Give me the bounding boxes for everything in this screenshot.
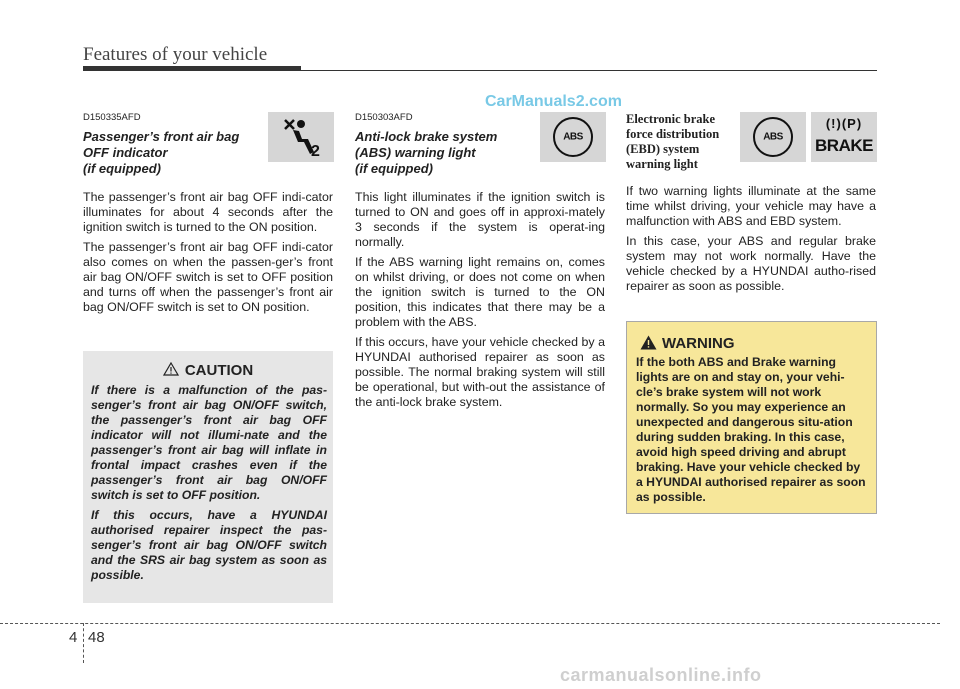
paragraph: If the ABS warning light remains on, comes on whilst driving, or does not come on when the ignition switch is turned to the ON position, this indicates that there may be a problem with the ABS. [355, 255, 605, 329]
watermark-bottom: carmanualsonline.info [560, 665, 762, 685]
abs-circle [753, 117, 793, 157]
abs-circle [553, 117, 593, 157]
subtitle-line: Anti-lock brake system [355, 129, 498, 144]
subtitle-line: OFF indicator [83, 145, 168, 160]
page-number: 48 [88, 629, 105, 646]
subtitle-line: warning light [626, 157, 698, 171]
brake-warning-icon [811, 112, 877, 162]
header-bar [83, 66, 301, 71]
caution-paragraph: If this occurs, have a HYUNDAI authorised repairer inspect the pas-senger’s front air bag ON/OFF switch and the SRS air bag system as soon as possible. [91, 508, 327, 582]
brake-label: BRAKE [815, 136, 873, 155]
header-rule [301, 70, 877, 71]
caution-heading [83, 362, 333, 380]
warning-body: If the both ABS and Brake warning lights are on and stay on, your vehi-cle’s brake system will not work normally. So you may experience an unexpected and dangerous situ-ation during sudden braking. In this case, avoid high speed driving and abrupt braking. Have your vehicle checked by a HYUNDAI authorised repairer as soon as possible. [636, 355, 866, 504]
airbag-off-icon [268, 112, 334, 162]
paragraph: If this occurs, have your vehicle checked by a HYUNDAI authorised repairer as soon as possible. The normal braking system will still be operational, but with-out the assistance of the anti-lock brake system. [355, 335, 605, 409]
abs-warning-icon [540, 112, 606, 162]
caution-box [83, 351, 333, 603]
section-number: 4 [69, 629, 78, 646]
subtitle-line: (if equipped) [355, 161, 433, 176]
subtitle-line: Electronic brake [626, 112, 715, 126]
brake-symbols: (!)(P) [825, 116, 863, 131]
watermark-top: CarManuals2.com [485, 93, 622, 110]
footer-rule [0, 623, 940, 624]
caution-body [91, 383, 327, 588]
page-header-title: Features of your vehicle [83, 44, 268, 65]
abs-icon-label: ABS [563, 131, 583, 143]
svg-text:2: 2 [311, 143, 320, 160]
subtitle-line: (if equipped) [83, 161, 161, 176]
caution-title: CAUTION [184, 362, 254, 379]
paragraph: The passenger’s front air bag OFF indi-cator also comes on when the passen-ger’s front air bag ON/OFF switch is set to OFF position and turns off when the passenger’s front air bag ON/OFF switch is set to ON position. [83, 240, 333, 314]
warning-box [626, 321, 877, 514]
paragraph: If two warning lights illuminate at the same time whilst driving, your vehicle may have a malfunction with ABS and EBD system. [626, 184, 876, 228]
warning-triangle-icon [163, 362, 179, 380]
footer-divider [83, 623, 84, 663]
section-code: D150303AFD [355, 112, 413, 123]
caution-paragraph: If there is a malfunction of the pas-senger’s front air bag ON/OFF switch, the passenger’s front air bag OFF indicator will not illumi-nate and the passenger’s front air bag will inflate in frontal impact crashes even if the passenger’s front air bag ON/OFF switch is set to OFF position. [91, 383, 327, 502]
subtitle-line: Passenger’s front air bag [83, 129, 240, 144]
paragraph: In this case, your ABS and regular brake system may not work normally. Have the vehicle checked by a HYUNDAI autho-rised repairer as soon as possible. [626, 234, 876, 293]
subtitle-line: force distribution [626, 127, 720, 141]
paragraph: The passenger’s front air bag OFF indi-cator illuminates for about 4 seconds after the ignition switch is turned to the ON position. [83, 190, 333, 234]
subtitle-line: (EBD) system [626, 142, 700, 156]
abs-warning-icon [740, 112, 806, 162]
section-code: D150335AFD [83, 112, 141, 123]
warning-triangle-icon [640, 335, 657, 355]
subtitle-line: (ABS) warning light [355, 145, 476, 160]
warning-title: WARNING [662, 335, 735, 352]
paragraph: This light illuminates if the ignition switch is turned to ON and goes off in approxi-mately 3 seconds if the system is operat-ing normally. [355, 190, 605, 249]
abs-icon-label: ABS [763, 131, 783, 143]
